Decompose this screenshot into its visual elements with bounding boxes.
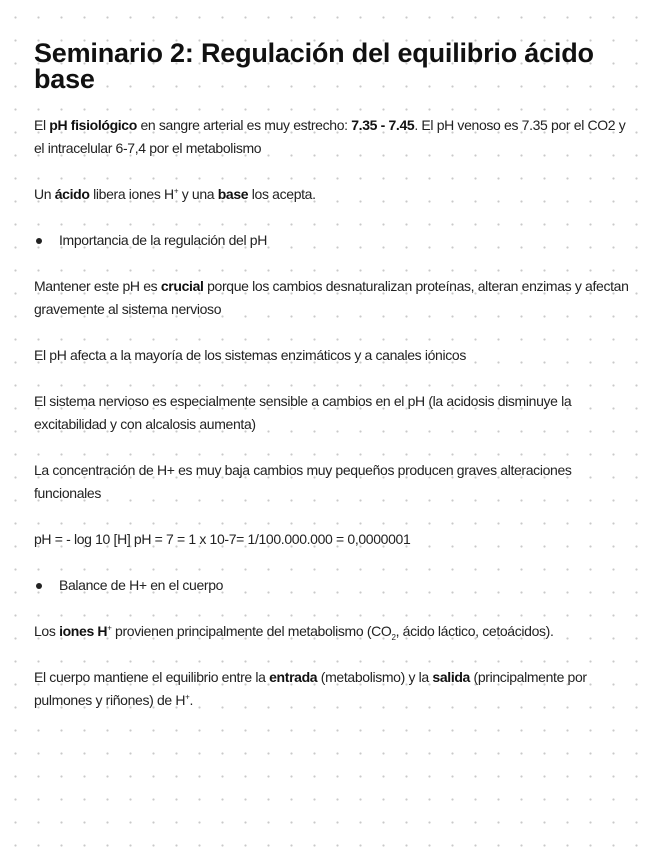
bullet-label: Importancia de la regulación del pH <box>59 232 267 248</box>
bullet-dot-icon <box>36 238 42 244</box>
text: . <box>189 692 193 708</box>
bold-text: iones H <box>59 623 108 639</box>
paragraph-ph-fisiologico <box>34 114 629 160</box>
paragraph-enzimas: El pH afecta a la mayoría de los sistemas enzimáticos y a canales iónicos <box>34 347 466 363</box>
text: Un <box>34 186 55 202</box>
text: (metabolismo) y la <box>317 669 433 685</box>
text: provienen principalmente del metabolismo (CO <box>111 623 392 639</box>
document-page <box>34 40 629 712</box>
text: , ácido láctico, cetoácidos). <box>395 623 554 639</box>
text: en sangre arterial es muy estrecho: <box>136 117 352 133</box>
paragraph-acido-base <box>34 183 629 206</box>
paragraph-crucial <box>34 275 629 321</box>
page-title: Seminario 2: Regulación del equilibrio ácido base <box>34 38 594 94</box>
bold-text: 7.35 - 7.45 <box>351 117 415 133</box>
bullet-label: Balance de H+ en el cuerpo <box>59 577 224 593</box>
text: El cuerpo mantiene el equilibrio entre la <box>34 669 270 685</box>
bold-text: ácido <box>54 186 90 202</box>
text: Los <box>34 623 60 639</box>
paragraph-formula: pH = - log 10 [H] pH = 7 = 1 x 10-7= 1/100.000.000 = 0,0000001 <box>34 531 411 547</box>
text: libera iones H <box>89 186 174 202</box>
superscript: + <box>107 623 112 633</box>
bullet-item <box>34 229 629 252</box>
bullet-dot-icon <box>36 583 42 589</box>
superscript: + <box>185 692 190 702</box>
bold-text: entrada <box>269 669 318 685</box>
bold-text: crucial <box>160 278 204 294</box>
paragraph-equilibrio <box>34 666 629 712</box>
bullet-item <box>34 574 629 597</box>
bold-text: salida <box>432 669 470 685</box>
bold-text: base <box>217 186 249 202</box>
text: y una <box>178 186 218 202</box>
text: porque los cambios desnaturalizan proteínas, alteran enzimas y afectan gravemente al sistema nervioso <box>34 278 629 317</box>
text: (principalmente por pulmones y riñones) de H <box>34 669 587 708</box>
paragraph-iones <box>34 620 629 643</box>
paragraph-concentracion: La concentración de H+ es muy baja cambios muy pequeños producen graves alteraciones funcionales <box>34 462 572 501</box>
bold-text: pH fisiológico <box>49 117 137 133</box>
subscript: 2 <box>391 632 396 642</box>
text: . El pH venoso es 7.35 por el CO2 y el intracelular 6-7,4 por el metabolismo <box>34 117 626 156</box>
superscript: + <box>173 186 179 196</box>
paragraph-sistema-nervioso: El sistema nervioso es especialmente sensible a cambios en el pH (la acidosis disminuye la excitabilidad y con alcalosis aumenta) <box>34 393 572 432</box>
text: Mantener este pH es <box>34 278 161 294</box>
text: El <box>34 117 50 133</box>
text: los acepta. <box>248 186 316 202</box>
